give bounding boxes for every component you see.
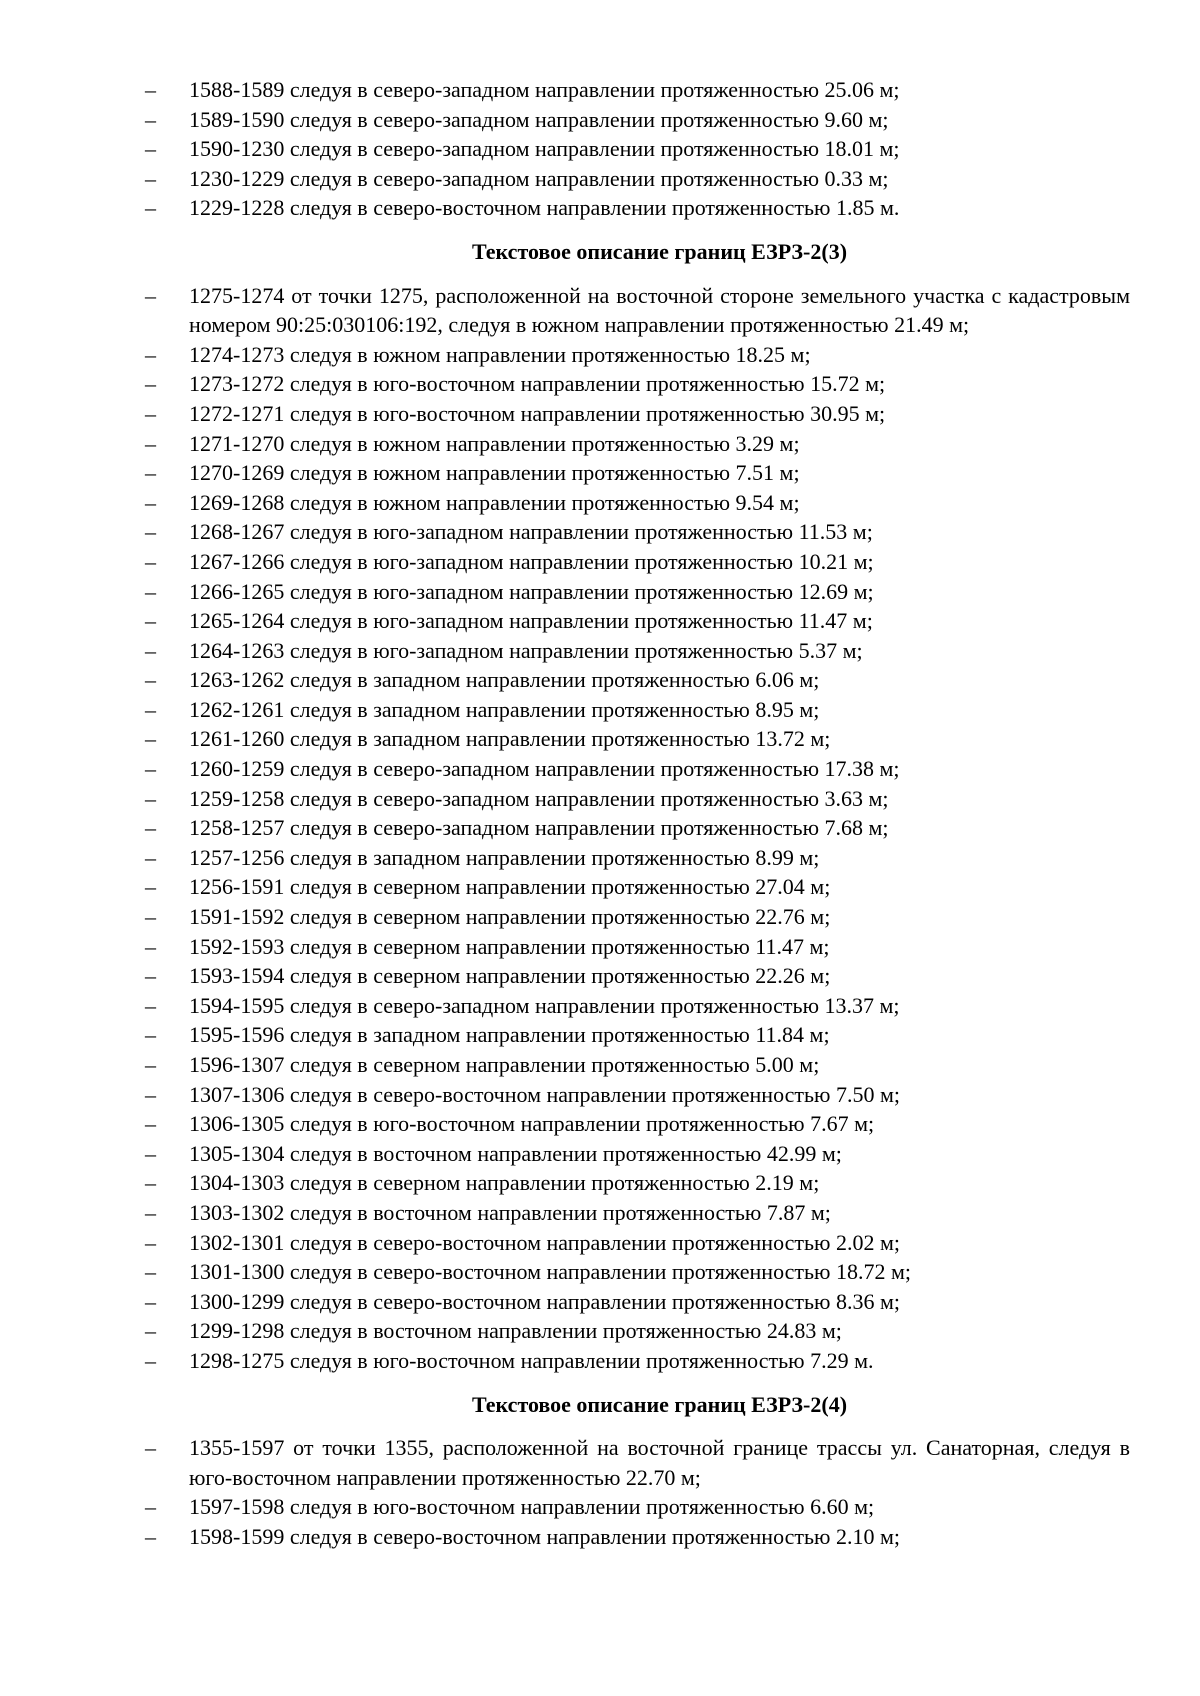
- boundary-segment-item: [145, 547, 1130, 577]
- list-dash: –: [145, 1288, 156, 1314]
- boundary-segment-text: 1256-1591 следуя в северном направлении протяженностью 27.04 м;: [189, 874, 831, 900]
- boundary-segment-item: [145, 458, 1130, 488]
- boundary-segment-text: 1591-1592 следуя в северном направлении протяженностью 22.76 м;: [189, 904, 831, 930]
- boundary-segment-text: 1594-1595 следуя в северо-западном направлении протяженностью 13.37 м;: [189, 992, 900, 1018]
- boundary-segment-item: [145, 1433, 1130, 1492]
- list-dash: –: [145, 756, 156, 782]
- boundary-segment-text: 1588-1589 следуя в северо-западном направлении протяженностью 25.06 м;: [189, 77, 900, 102]
- list-dash: –: [145, 815, 156, 841]
- boundary-segment-item: [145, 340, 1130, 370]
- boundary-segment-text: 1596-1307 следуя в северном направлении протяженностью 5.00 м;: [189, 1052, 820, 1077]
- boundary-segment-text: 1299-1298 следуя в восточном направлении протяженностью 24.83 м;: [189, 1318, 842, 1344]
- boundary-segment-item: [145, 281, 1130, 340]
- boundary-segment-item: [145, 932, 1130, 962]
- list-dash: –: [145, 400, 156, 426]
- list-dash: –: [145, 165, 156, 191]
- list-dash: –: [145, 1170, 156, 1196]
- boundary-segment-item: [145, 429, 1130, 459]
- list-dash: –: [145, 460, 156, 486]
- boundary-segment-item: [145, 606, 1130, 636]
- list-dash: –: [145, 489, 156, 515]
- list-dash: –: [145, 195, 156, 221]
- list-dash: –: [145, 519, 156, 545]
- list-dash: –: [145, 1229, 156, 1255]
- boundary-segment-item: [145, 105, 1130, 135]
- boundary-segment-text: 1598-1599 следуя в северо-восточном направлении протяженностью 2.10 м;: [189, 1523, 901, 1549]
- boundary-segment-item: [145, 1346, 1130, 1376]
- section-heading-ezrz-2-3: Текстовое описание границ ЕЗРЗ-2(3): [471, 238, 848, 264]
- boundary-segment-text: 1273-1272 следуя в юго-восточном направлении протяженностью 15.72 м;: [189, 371, 886, 397]
- boundary-segment-text: 1275-1274 от точки 1275, расположенной на восточной стороне земельного участка с кадастровым номером 90:25:030106:192, следуя в южном направлении протяженностью 21.49 м;: [189, 282, 1130, 338]
- document-content: [145, 75, 1130, 1552]
- list-dash: –: [145, 992, 156, 1018]
- boundary-segment-text: 1355-1597 от точки 1355, расположенной на восточной границе трассы ул. Санаторная, следуя в юго-восточном направлении протяженностью 22.70 м;: [189, 1435, 1130, 1490]
- list-dash: –: [145, 1022, 156, 1048]
- boundary-segment-item: [145, 1198, 1130, 1228]
- boundary-segment-text: 1305-1304 следуя в восточном направлении протяженностью 42.99 м;: [189, 1140, 842, 1166]
- boundary-segment-item: [145, 784, 1130, 814]
- boundary-segment-text: 1261-1260 следуя в западном направлении протяженностью 13.72 м;: [189, 726, 831, 752]
- list-dash: –: [145, 608, 156, 634]
- list-dash: –: [145, 1140, 156, 1166]
- boundary-segment-text: 1270-1269 следуя в южном направлении протяженностью 7.51 м;: [189, 460, 800, 486]
- list-dash: –: [145, 1318, 156, 1344]
- list-dash: –: [145, 1199, 156, 1225]
- boundary-segment-item: [145, 164, 1130, 194]
- boundary-segment-text: 1590-1230 следуя в северо-западном направлении протяженностью 18.01 м;: [189, 136, 900, 162]
- boundary-segment-item: [145, 1522, 1130, 1552]
- boundary-list-ezrz-2-3: [145, 281, 1130, 1376]
- list-dash: –: [145, 785, 156, 811]
- boundary-segment-item: [145, 991, 1130, 1021]
- boundary-segment-item: [145, 75, 1130, 105]
- boundary-segment-item: [145, 193, 1130, 223]
- boundary-segment-text: 1272-1271 следуя в юго-восточном направлении протяженностью 30.95 м;: [189, 400, 886, 426]
- boundary-segment-text: 1259-1258 следуя в северо-западном направлении протяженностью 3.63 м;: [189, 785, 889, 811]
- boundary-segment-text: 1595-1596 следуя в западном направлении протяженностью 11.84 м;: [189, 1022, 830, 1048]
- list-dash: –: [145, 667, 156, 693]
- list-dash: –: [145, 1435, 156, 1461]
- boundary-segment-text: 1266-1265 следуя в юго-западном направлении протяженностью 12.69 м;: [189, 578, 874, 604]
- boundary-segment-item: [145, 813, 1130, 843]
- list-dash: –: [145, 696, 156, 722]
- list-dash: –: [145, 1523, 156, 1549]
- boundary-segment-text: 1267-1266 следуя в юго-западном направлении протяженностью 10.21 м;: [189, 548, 874, 574]
- boundary-segment-item: [145, 724, 1130, 754]
- list-dash: –: [145, 548, 156, 574]
- boundary-segment-text: 1274-1273 следуя в южном направлении протяженностью 18.25 м;: [189, 341, 811, 367]
- boundary-segment-item: [145, 1257, 1130, 1287]
- list-dash: –: [145, 282, 156, 308]
- list-dash: –: [145, 341, 156, 367]
- boundary-segment-item: [145, 1109, 1130, 1139]
- boundary-segment-item: [145, 1492, 1130, 1522]
- boundary-segment-item: [145, 843, 1130, 873]
- list-dash: –: [145, 1111, 156, 1137]
- boundary-segment-item: [145, 1050, 1130, 1080]
- boundary-segment-item: [145, 902, 1130, 932]
- list-dash: –: [145, 637, 156, 663]
- boundary-segment-item: [145, 399, 1130, 429]
- boundary-segment-text: 1229-1228 следуя в северо-восточном направлении протяженностью 1.85 м.: [189, 195, 900, 221]
- boundary-segment-text: 1265-1264 следуя в юго-западном направлении протяженностью 11.47 м;: [189, 608, 873, 634]
- boundary-segment-item: [145, 577, 1130, 607]
- boundary-segment-item: [145, 488, 1130, 518]
- boundary-segment-text: 1304-1303 следуя в северном направлении протяженностью 2.19 м;: [189, 1170, 820, 1196]
- boundary-segment-item: [145, 1020, 1130, 1050]
- boundary-segment-text: 1306-1305 следуя в юго-восточном направлении протяженностью 7.67 м;: [189, 1111, 875, 1137]
- boundary-segment-text: 1258-1257 следуя в северо-западном направлении протяженностью 7.68 м;: [189, 815, 889, 841]
- list-dash: –: [145, 1259, 156, 1285]
- boundary-segment-text: 1230-1229 следуя в северо-западном направлении протяженностью 0.33 м;: [189, 165, 889, 191]
- boundary-segment-item: [145, 1316, 1130, 1346]
- boundary-segment-item: [145, 1139, 1130, 1169]
- boundary-segment-text: 1301-1300 следуя в северо-восточном направлении протяженностью 18.72 м;: [189, 1259, 912, 1285]
- boundary-segment-item: [145, 961, 1130, 991]
- list-dash: –: [145, 1081, 156, 1107]
- boundary-segment-item: [145, 517, 1130, 547]
- boundary-segment-text: 1271-1270 следуя в южном направлении протяженностью 3.29 м;: [189, 430, 800, 456]
- boundary-segment-item: [145, 754, 1130, 784]
- list-dash: –: [145, 933, 156, 959]
- boundary-segment-text: 1593-1594 следуя в северном направлении протяженностью 22.26 м;: [189, 963, 831, 989]
- boundary-segment-text: 1300-1299 следуя в северо-восточном направлении протяженностью 8.36 м;: [189, 1288, 901, 1314]
- boundary-segment-text: 1263-1262 следуя в западном направлении протяженностью 6.06 м;: [189, 667, 820, 693]
- boundary-segment-item: [145, 1228, 1130, 1258]
- boundary-segment-item: [145, 872, 1130, 902]
- boundary-segment-item: [145, 695, 1130, 725]
- list-dash: –: [145, 106, 156, 132]
- list-dash: –: [145, 77, 156, 102]
- list-dash: –: [145, 874, 156, 900]
- boundary-segment-text: 1303-1302 следуя в восточном направлении протяженностью 7.87 м;: [189, 1199, 831, 1225]
- boundary-segment-text: 1262-1261 следуя в западном направлении протяженностью 8.95 м;: [189, 696, 820, 722]
- boundary-segment-text: 1589-1590 следуя в северо-западном направлении протяженностью 9.60 м;: [189, 106, 889, 132]
- list-dash: –: [145, 726, 156, 752]
- boundary-segment-item: [145, 1080, 1130, 1110]
- boundary-segment-text: 1597-1598 следуя в юго-восточном направлении протяженностью 6.60 м;: [189, 1494, 875, 1520]
- list-dash: –: [145, 844, 156, 870]
- boundary-segment-item: [145, 636, 1130, 666]
- boundary-segment-item: [145, 665, 1130, 695]
- list-dash: –: [145, 1347, 156, 1373]
- list-dash: –: [145, 963, 156, 989]
- boundary-segment-text: 1269-1268 следуя в южном направлении протяженностью 9.54 м;: [189, 489, 800, 515]
- boundary-segment-text: 1268-1267 следуя в юго-западном направлении протяженностью 11.53 м;: [189, 519, 873, 545]
- boundary-list-ezrz-2-4: [145, 1433, 1130, 1551]
- list-dash: –: [145, 1494, 156, 1520]
- boundary-segment-text: 1307-1306 следуя в северо-восточном направлении протяженностью 7.50 м;: [189, 1081, 901, 1107]
- boundary-segment-text: 1260-1259 следуя в северо-западном направлении протяженностью 17.38 м;: [189, 756, 900, 782]
- list-dash: –: [145, 371, 156, 397]
- boundary-segment-text: 1592-1593 следуя в северном направлении протяженностью 11.47 м;: [189, 933, 830, 959]
- list-dash: –: [145, 1052, 156, 1077]
- boundary-segment-item: [145, 369, 1130, 399]
- section-heading-ezrz-2-4: Текстовое описание границ ЕЗРЗ-2(4): [471, 1391, 848, 1417]
- boundary-list-continued: [145, 75, 1130, 223]
- boundary-segment-item: [145, 134, 1130, 164]
- boundary-segment-text: 1264-1263 следуя в юго-западном направлении протяженностью 5.37 м;: [189, 637, 863, 663]
- list-dash: –: [145, 136, 156, 162]
- boundary-segment-item: [145, 1168, 1130, 1198]
- boundary-segment-text: 1302-1301 следуя в северо-восточном направлении протяженностью 2.02 м;: [189, 1229, 901, 1255]
- list-dash: –: [145, 578, 156, 604]
- boundary-segment-item: [145, 1287, 1130, 1317]
- boundary-segment-text: 1298-1275 следуя в юго-восточном направлении протяженностью 7.29 м.: [189, 1347, 874, 1373]
- list-dash: –: [145, 430, 156, 456]
- boundary-segment-text: 1257-1256 следуя в западном направлении протяженностью 8.99 м;: [189, 844, 820, 870]
- list-dash: –: [145, 904, 156, 930]
